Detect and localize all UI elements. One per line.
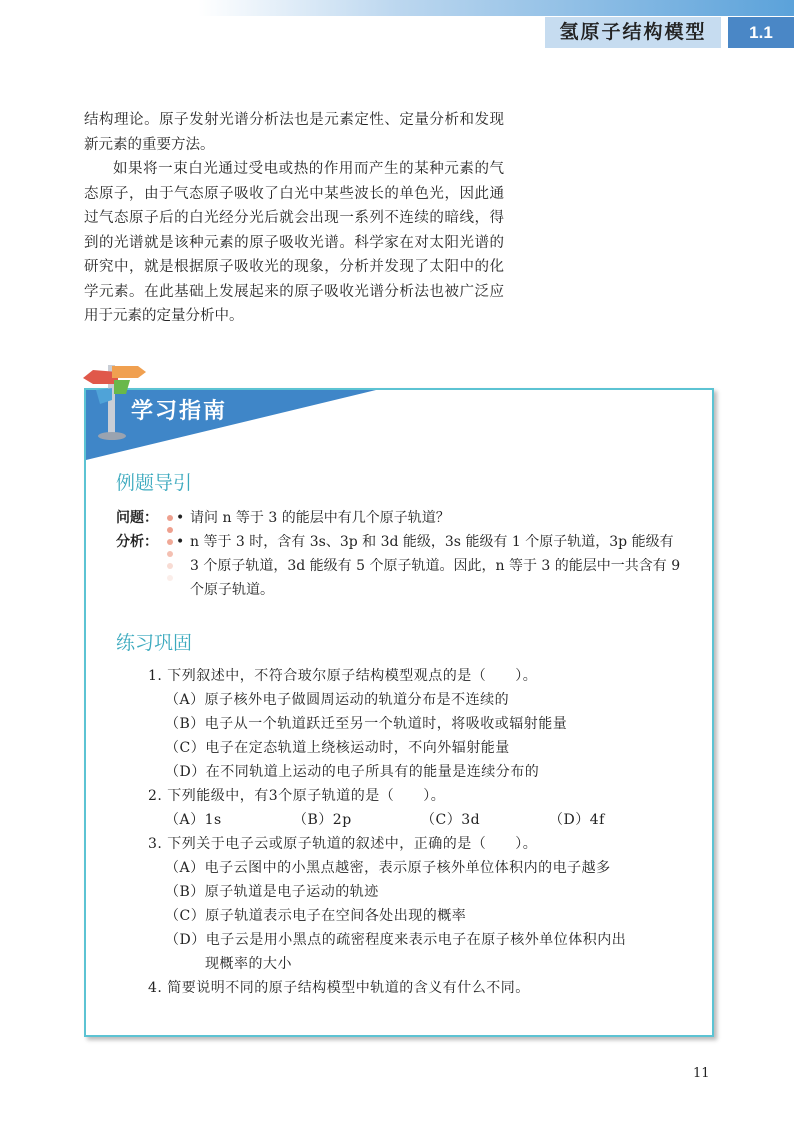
option: （C）原子轨道表示电子在空间各处出现的概率 (165, 908, 467, 924)
option: （D）在不同轨道上运动的电子所具有的能量是连续分布的 (165, 764, 540, 780)
option: （B）2p (293, 812, 352, 828)
body-text (84, 108, 504, 329)
exercise-3: 3. 下列关于电子云或原子轨道的叙述中，正确的是（ ）。 (148, 836, 538, 852)
example-heading: 例题导引 (116, 472, 193, 494)
option: （B）电子从一个轨道跃迁至另一个轨道时，将吸收或辐射能量 (165, 716, 568, 732)
option: （A）1s (165, 812, 222, 828)
analysis-label-text: 分析： (116, 534, 158, 550)
exercise-1: 1. 下列叙述中，不符合玻尔原子结构模型观点的是（ ）。 (148, 668, 538, 684)
exercise-4: 4. 简要说明不同的原子结构模型中轨道的含义有什么不同。 (148, 980, 530, 996)
question: • 请问 n 等于 3 的能层中有几个原子轨道？ (176, 510, 450, 526)
paragraph: 如果将一束白光通过受电或热的作用而产生的某种元素的气态原子，由于气态原子吸收了白光中某些波长的单色光，因此通过气态原子后的白光经分光后就会出现一系列不连续的暗线，得到的光谱就是该种元素的原子吸收光谱。科学家在对太阳光谱的研究中，就是根据原子吸收光的现象，分析并发现了太阳中的化学元素。在此基础上发展起来的原子吸收光谱分析法也被广泛应用于元素的定量分析中。 (84, 161, 504, 324)
option: （A）原子核外电子做圆周运动的轨道分布是不连续的 (165, 692, 510, 708)
option: （D）4f (549, 812, 605, 828)
option: （B）原子轨道是电子运动的轨迹 (165, 884, 379, 900)
option: （D）电子云是用小黑点的疏密程度来表示电子在原子核外单位体积内出 (165, 932, 627, 948)
option: （A）电子云图中的小黑点越密，表示原子核外单位体积内的电子越多 (165, 860, 611, 876)
exercises (148, 664, 688, 1000)
analysis: • n 等于 3 时，含有 3s、3p 和 3d 能级，3s 能级有 1 个原子轨道，3p 能级有 3 个原子轨道，3d 能级有 5 个原子轨道。因此，n 等于 3 的能层中一共含有 9 个原子轨道。 (176, 534, 681, 598)
option-continuation: 现概率的大小 (205, 956, 292, 972)
option: （C）电子在定态轨道上绕核运动时，不向外辐射能量 (165, 740, 510, 756)
banner-title: 学习指南 (131, 399, 228, 424)
option: （C）3d (421, 812, 481, 828)
page-number: 11 (693, 1066, 710, 1081)
practice-heading: 练习巩固 (116, 632, 193, 654)
question-label-text: 问题： (116, 510, 158, 526)
header-gradient-bar (0, 0, 794, 16)
section-number: 1.1 (728, 17, 794, 48)
question-text: 请问 n 等于 3 的能层中有几个原子轨道？ (190, 510, 450, 526)
options-row (148, 808, 688, 832)
exercise-2: 2. 下列能级中，有3个原子轨道的是（ ）。 (148, 788, 446, 804)
paragraph: 结构理论。原子发射光谱分析法也是元素定性、定量分析和发现新元素的重要方法。 (84, 112, 504, 153)
chapter-title: 氢原子结构模型 (545, 17, 721, 48)
analysis-text: n 等于 3 时，含有 3s、3p 和 3d 能级，3s 能级有 1 个原子轨道，3p 能级有 3 个原子轨道，3d 能级有 5 个原子轨道。因此，n 等于 3 的能层中一共含有 9 个原子轨道。 (190, 534, 681, 598)
